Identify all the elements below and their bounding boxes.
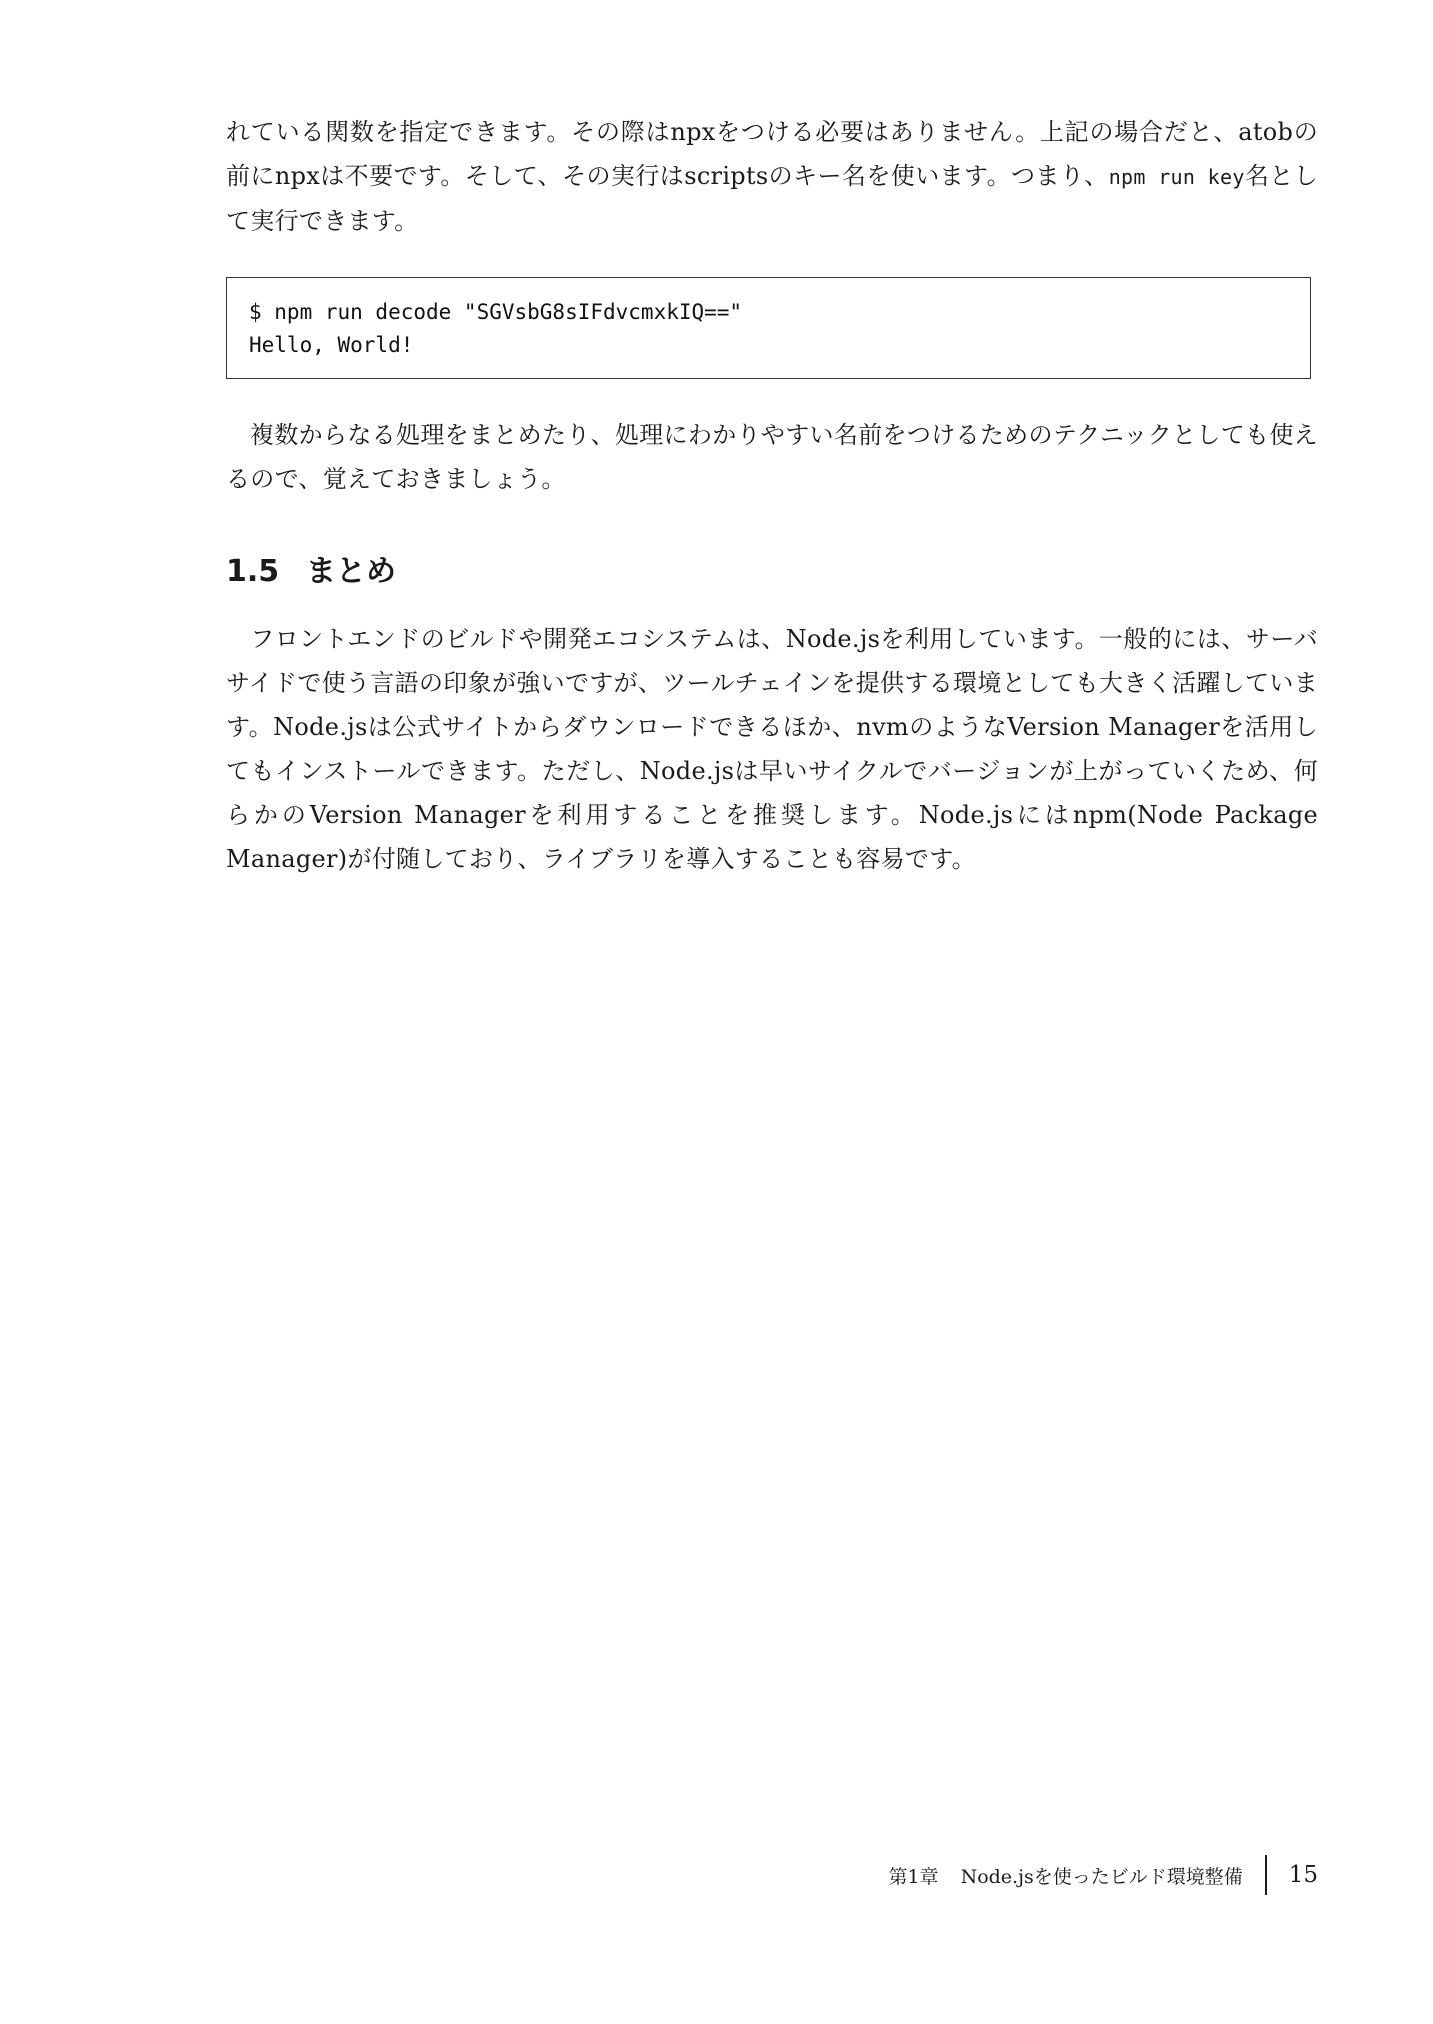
paragraph-text: フロントエンドのビルドや開発エコシステムは、Node.jsを利用しています。一般的には、サーバサイドで使う言語の印象が強いですが、ツールチェインを提供する環境としても大きく活躍しています。Node.jsは公式サイトからダウンロードできるほか、nvmのようなVersion Managerを活用してもインストールできます。ただし、Node.jsは早いサイクルでバージョンが上がっていくため、何らかのVersion Managerを利用することを推奨します。Node.jsにはnpm(Node Package Manager)が付随しており、ライブラリを導入することも容易です。	[226, 625, 1318, 873]
paragraph-text: れている関数を指定できます。その際はnpxをつける必要はありません。上記の場合だと、atobの前にnpxは不要です。そして、その実行はscriptsのキー名を使います。つまり、	[226, 118, 1318, 190]
inline-code: npm run key	[1108, 165, 1245, 189]
body-paragraph	[226, 617, 1318, 881]
chapter-title: Node.jsを使ったビルド環境整備	[960, 1865, 1243, 1888]
section-title: まとめ	[306, 554, 396, 589]
section-heading	[226, 552, 396, 592]
paragraph-text: 名として実行できます。	[226, 162, 1318, 235]
footer-divider	[1265, 1855, 1267, 1895]
code-block: $ npm run decode "SGVsbG8sIFdvcmxkIQ==" Hello, World!	[226, 277, 1311, 379]
chapter-label: 第1章	[888, 1865, 939, 1888]
page-number: 15	[1288, 1862, 1318, 1888]
body-paragraph	[226, 413, 1318, 501]
section-number: 1.5	[226, 554, 280, 589]
page-footer	[888, 1855, 1318, 1895]
body-paragraph	[226, 110, 1318, 243]
paragraph-text: 複数からなる処理をまとめたり、処理にわかりやすい名前をつけるためのテクニックとしても使えるので、覚えておきましょう。	[226, 421, 1318, 493]
